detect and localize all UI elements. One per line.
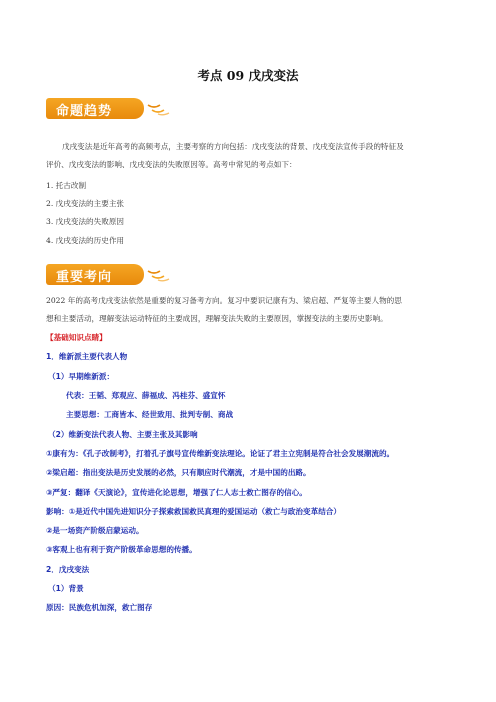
liang-qichao: ②梁启超：指出变法是历史发展的必然，只有顺应时代潮流，才是中国的出路。	[46, 468, 311, 477]
knowledge-header: 【基础知识点睛】	[46, 333, 107, 342]
yan-fu: ③严复：翻译《天演论》，宣传进化论思想，增强了仁人志士救亡图存的信心。	[46, 488, 307, 497]
banner-label: 重要考向	[56, 270, 113, 285]
intro-line-1: 戊戌变法是近年高考的高频考点，主要考察的方向包括：戊戌变法的背景、戊戌变法宣传手段的特征及	[62, 142, 404, 151]
banner-label: 命题趋势	[56, 104, 113, 119]
page-title: 考点 09 戊戌变法	[197, 68, 299, 83]
sub-heading: （1）早期维新派：	[48, 372, 115, 381]
wave-icon	[146, 268, 172, 282]
impact-line: ②是一场资产阶级启蒙运动。	[46, 526, 144, 535]
kang-youwei: ①康有为：《孔子改制考》，打着孔子旗号宣传维新变法理论。论证了君主立宪制是符合社会发展潮流的。	[46, 449, 395, 458]
section-heading: 1．维新派主要代表人物	[46, 352, 128, 361]
section-banner-trend	[46, 96, 176, 121]
section-heading: 2．戊戌变法	[46, 565, 90, 574]
intro-line-2: 评价、戊戌变法的影响、戊戌变法的失败原因等。高考中常见的考点如下：	[46, 160, 297, 169]
section-banner-direction	[46, 262, 176, 287]
main-ideas: 主要思想：工商皆本、经世致用、批判专制、商战	[66, 410, 234, 419]
list-item: 1. 托古改制	[46, 181, 87, 190]
list-item: 2. 戊戌变法的主要主张	[46, 199, 125, 208]
impact-line: ③客观上也有利于资产阶级革命思想的传播。	[46, 545, 197, 554]
direction-line-1: 2022 年的高考戊戌变法依然是重要的复习备考方向。复习中要识记康有为、梁启超、严复等主要人物的思	[46, 296, 402, 305]
cause-line: 原因：民族危机加深，救亡图存	[46, 603, 153, 612]
sub-heading: （2）维新变法代表人物、主要主张及其影响	[48, 430, 198, 439]
wave-icon	[146, 102, 172, 116]
representatives: 代表：王韬、郑观应、薛福成、冯桂芬、盛宣怀	[66, 391, 226, 400]
sub-heading: （1）背景	[48, 584, 84, 593]
list-item: 4. 戊戌变法的历史作用	[46, 236, 125, 245]
list-item: 3. 戊戌变法的失败原因	[46, 217, 125, 226]
impact-line: 影响：①是近代中国先进知识分子探索救国救民真理的爱国运动（救亡与政治变革结合）	[46, 507, 341, 516]
direction-line-2: 想和主要活动，理解变法运动特征的主要成因，理解变法失败的主要原因，掌握变法的主要历史影响。	[46, 314, 388, 323]
